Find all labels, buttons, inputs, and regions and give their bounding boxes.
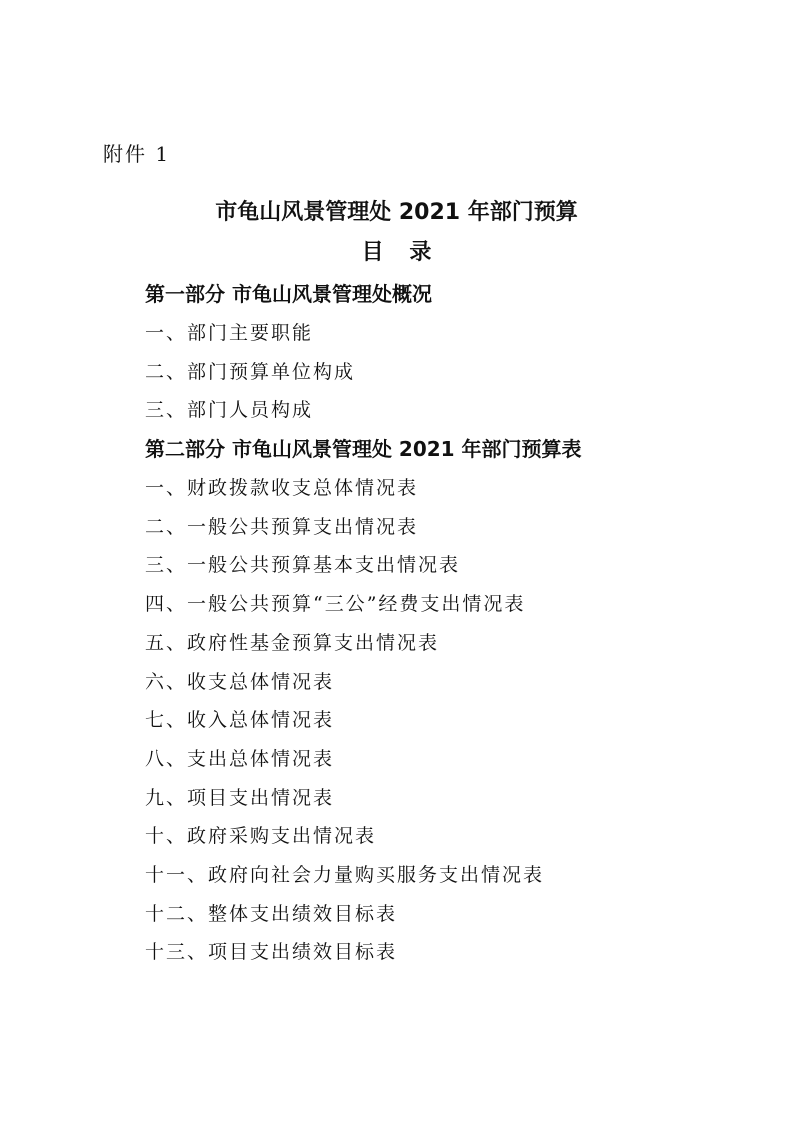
toc-heading: 目 录 [361,240,432,265]
toc-item: 十二、整体支出绩效目标表 [145,902,398,925]
toc-item: 一、财政拨款收支总体情况表 [145,477,419,500]
toc-item: 十三、项目支出绩效目标表 [145,941,398,964]
toc-item: 三、部门人员构成 [145,399,314,422]
toc-item: 二、一般公共预算支出情况表 [145,515,419,538]
table-of-contents [145,280,582,977]
toc-part-1-title: 第一部分 市龟山风景管理处概况 [145,282,432,306]
toc-item: 八、支出总体情况表 [145,747,335,770]
toc-item: 十一、政府向社会力量购买服务支出情况表 [145,863,545,886]
toc-item: 四、一般公共预算“三公”经费支出情况表 [145,593,526,616]
document-title: 市龟山风景管理处 2021 年部门预算 [215,200,578,225]
toc-item: 六、收支总体情况表 [145,670,335,693]
toc-item: 五、政府性基金预算支出情况表 [145,631,440,654]
toc-item: 三、一般公共预算基本支出情况表 [145,554,461,577]
toc-item: 一、部门主要职能 [145,322,314,344]
toc-item: 九、项目支出情况表 [145,786,335,809]
toc-item: 十、政府采购支出情况表 [145,825,377,848]
toc-item: 二、部门预算单位构成 [145,360,356,383]
attachment-label: 附件 1 [103,142,171,166]
toc-part-2-title: 第二部分 市龟山风景管理处 2021 年部门预算表 [145,437,582,462]
toc-item: 七、收入总体情况表 [145,709,335,732]
